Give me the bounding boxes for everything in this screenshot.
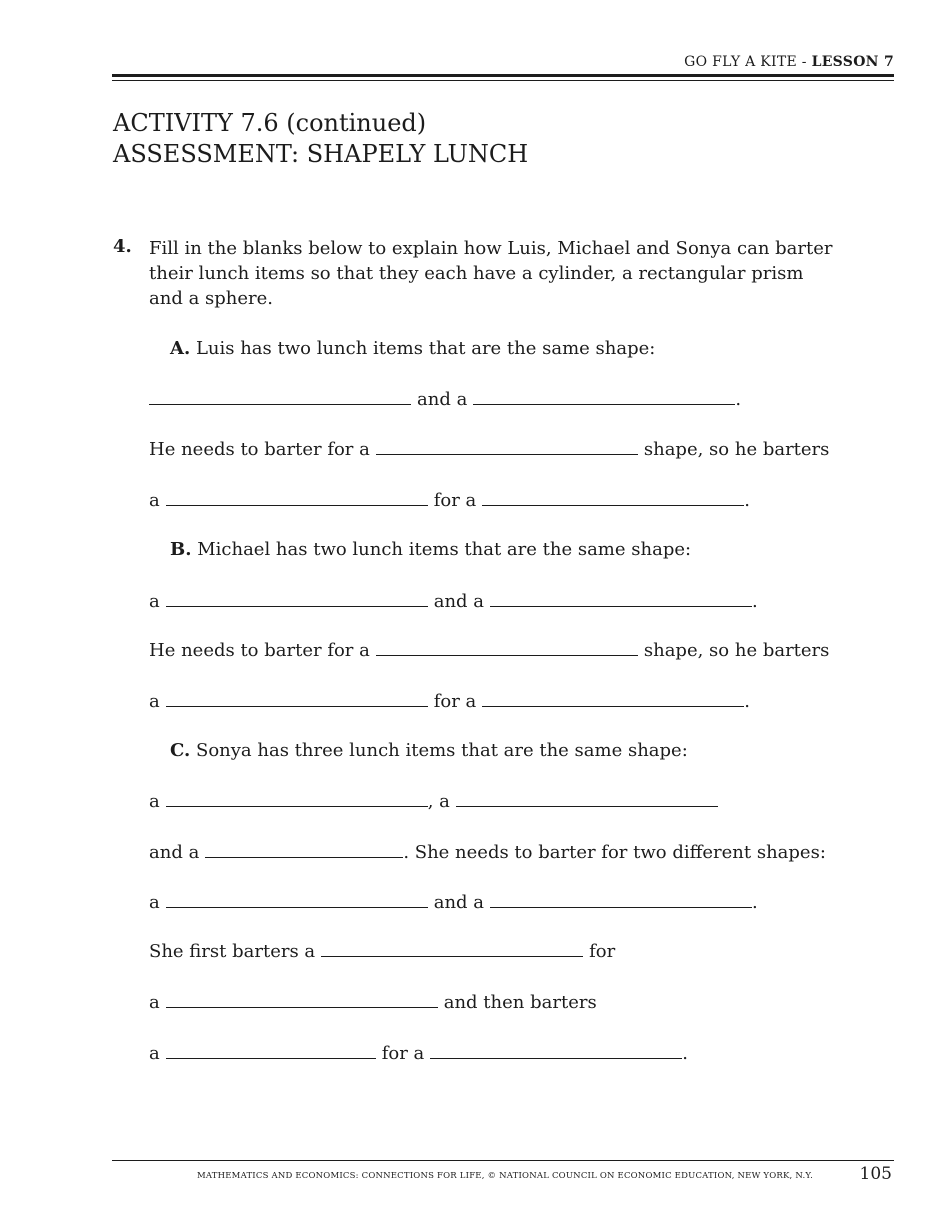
blank-input[interactable] [482, 690, 744, 707]
part-b-line-3 [149, 690, 750, 713]
part-c-label: C. [170, 740, 191, 761]
blank-input[interactable] [321, 940, 583, 957]
blank-input[interactable] [166, 891, 428, 908]
part-b-shape-so: shape, so he barters [643, 640, 830, 661]
part-c-for-a: for a [381, 1043, 425, 1064]
blank-input[interactable] [166, 489, 428, 506]
blank-input[interactable] [376, 438, 638, 455]
part-c-line-2 [149, 841, 826, 864]
part-c-heading-text: Sonya has three lunch items that are the same shape: [190, 740, 688, 761]
activity-title-line1: ACTIVITY 7.6 (continued) [113, 109, 427, 137]
part-b-a: a [149, 591, 160, 612]
part-c-period-2: . [682, 1043, 689, 1064]
part-b-label: B. [170, 539, 192, 560]
blank-input[interactable] [205, 841, 403, 858]
blank-input[interactable] [456, 790, 718, 807]
part-c-line-6 [149, 1042, 688, 1065]
part-c-a-2: a [149, 892, 160, 913]
blank-input[interactable] [166, 991, 438, 1008]
part-c-a-3: a [149, 992, 160, 1013]
part-c-a-4: a [149, 1043, 160, 1064]
header-lesson: LESSON 7 [811, 54, 894, 70]
part-a-line-3 [149, 489, 750, 512]
page-header [684, 54, 894, 70]
part-c-a: a [149, 791, 160, 812]
blank-input[interactable] [482, 489, 744, 506]
part-a-period: . [735, 389, 742, 410]
header-rule-thick [112, 74, 894, 77]
part-c-and-then: and then barters [443, 992, 597, 1013]
part-b-and-a: and a [433, 591, 485, 612]
question-line-2: their lunch items so that they each have a cylinder, a rectangular prism [149, 263, 804, 284]
activity-title [113, 108, 528, 170]
footer-rule [112, 1160, 894, 1161]
blank-input[interactable] [430, 1042, 682, 1059]
part-c-line-3 [149, 891, 758, 914]
question-line-1: Fill in the blanks below to explain how Luis, Michael and Sonya can barter [149, 238, 833, 259]
part-b-needs: He needs to barter for a [149, 640, 370, 661]
part-c-line-5 [149, 991, 597, 1014]
part-c-heading [170, 740, 688, 762]
part-c-for: for [589, 941, 616, 962]
blank-input[interactable] [166, 690, 428, 707]
part-c-period: . [752, 892, 758, 913]
footer-copyright: MATHEMATICS AND ECONOMICS: CONNECTIONS FOR LIFE, © NATIONAL COUNCIL ON ECONOMIC EDUCATION, NEW YORK, N.Y. [197, 1171, 813, 1181]
part-c-line-4 [149, 940, 615, 963]
part-c-and-a: and a [149, 842, 200, 863]
blank-input[interactable] [166, 1042, 376, 1059]
part-a-needs: He needs to barter for a [149, 439, 370, 460]
part-a-heading-text: Luis has two lunch items that are the same shape: [190, 338, 656, 359]
blank-input[interactable] [490, 891, 752, 908]
activity-title-line2: ASSESSMENT: SHAPELY LUNCH [113, 140, 529, 168]
question-line-3: and a sphere. [149, 288, 274, 309]
part-b-a-2: a [149, 691, 160, 712]
question-number: 4. [113, 236, 132, 257]
header-title: GO FLY A KITE - [684, 54, 812, 70]
blank-input[interactable] [166, 790, 428, 807]
part-c-and-a-2: and a [433, 892, 485, 913]
part-b-period-2: . [744, 691, 751, 712]
part-a-line-1 [149, 388, 741, 411]
part-a-shape-so: shape, so he barters [643, 439, 830, 460]
blank-input[interactable] [376, 639, 638, 656]
part-b-line-2 [149, 639, 829, 662]
part-b-heading-text: Michael has two lunch items that are the same shape: [191, 539, 692, 560]
part-c-comma-a: , a [427, 791, 450, 812]
page-number: 105 [859, 1164, 892, 1184]
blank-input[interactable] [166, 590, 428, 607]
part-a-heading [170, 338, 655, 360]
part-b-period: . [752, 591, 758, 612]
part-c-needs-two: . She needs to barter for two different shapes: [403, 842, 826, 863]
part-a-label: A. [170, 338, 191, 359]
part-a-period-2: . [744, 490, 751, 511]
part-c-line-1 [149, 790, 724, 813]
part-a-a: a [149, 490, 160, 511]
part-b-line-1 [149, 590, 758, 613]
question-text [149, 236, 894, 311]
blank-input[interactable] [473, 388, 735, 405]
part-b-for-a: for a [433, 691, 477, 712]
part-b-heading [170, 539, 691, 561]
part-c-first-barters: She first barters a [149, 941, 316, 962]
part-a-line-2 [149, 438, 829, 461]
blank-input[interactable] [149, 388, 411, 405]
header-rule-thin [112, 80, 894, 81]
part-a-and-a: and a [417, 389, 468, 410]
part-a-for-a: for a [433, 490, 477, 511]
blank-input[interactable] [490, 590, 752, 607]
